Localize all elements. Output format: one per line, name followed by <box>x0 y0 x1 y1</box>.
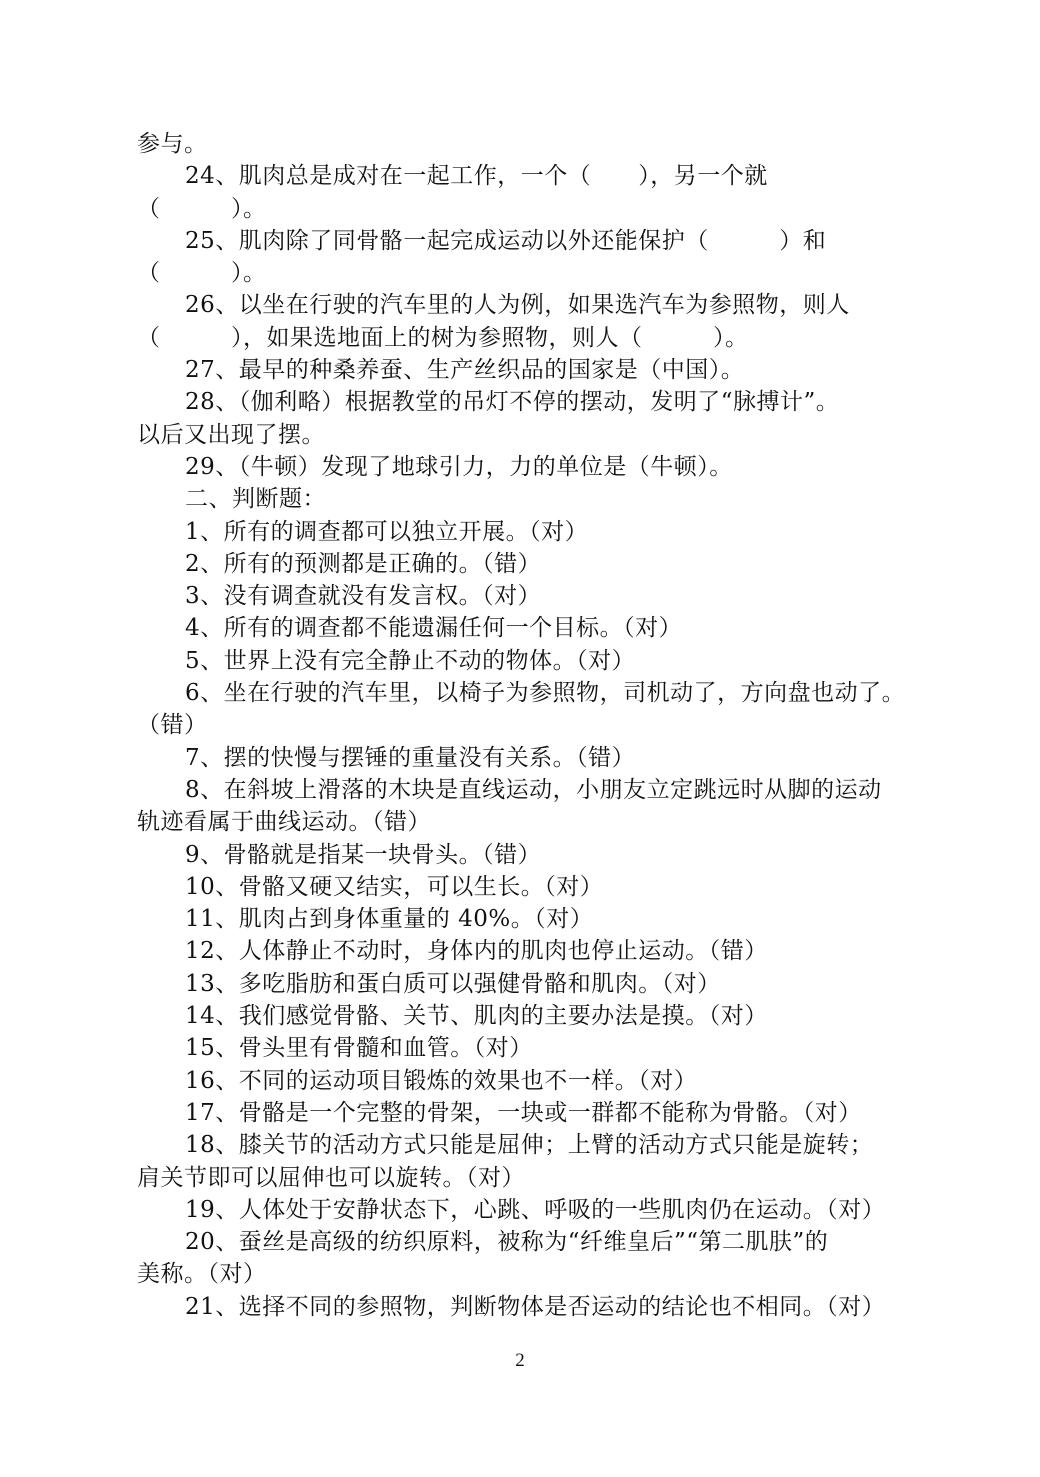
text-line: 26、以坐在行驶的汽车里的人为例，如果选汽车为参照物，则人 <box>185 292 850 319</box>
text-line: 11、肌肉占到身体重量的 40%。（对） <box>185 906 594 933</box>
text-line: 4、所有的调查都不能遗漏任何一个目标。（对） <box>185 615 683 642</box>
text-line: 27、最早的种桑养蚕、生产丝织品的国家是（中国）。 <box>185 357 745 384</box>
text-line: 轨迹看属于曲线运动。（错） <box>137 809 431 836</box>
text-line: 2、所有的预测都是正确的。（错） <box>185 550 542 577</box>
text-line: 8、在斜坡上滑落的木块是直线运动，小朋友立定跳远时从脚的运动 <box>185 776 882 803</box>
text-line: 9、骨骼就是指某一块骨头。（错） <box>185 841 542 868</box>
text-line: 3、没有调查就没有发言权。（对） <box>185 583 542 610</box>
text-line: 肩关节即可以屈伸也可以旋转。（对） <box>137 1164 525 1191</box>
page-number: 2 <box>515 1350 525 1371</box>
text-line: 25、肌肉除了同骨骼一起完成运动以外还能保护（ ）和 <box>185 227 827 254</box>
text-line: 10、骨骼又硬又结实，可以生长。（对） <box>185 873 604 900</box>
text-line: 21、选择不同的参照物，判断物体是否运动的结论也不相同。（对） <box>185 1293 886 1320</box>
text-line: 二、判断题： <box>185 486 326 513</box>
text-line: 5、世界上没有完全静止不动的物体。（对） <box>185 647 636 674</box>
text-line: （ ）。 <box>137 195 267 222</box>
text-line: 13、多吃脂肪和蛋白质可以强健骨骼和肌肉。（对） <box>185 970 721 997</box>
text-line: 29、（牛顿）发现了地球引力，力的单位是（牛顿）。 <box>185 453 733 480</box>
text-line: （ ）。 <box>137 260 267 287</box>
text-line: 美称。（对） <box>137 1261 267 1288</box>
text-line: 18、膝关节的活动方式只能是屈伸；上臂的活动方式只能是旋转； <box>185 1132 874 1159</box>
text-line: 参与。 <box>137 131 208 157</box>
page-body <box>137 128 927 1323</box>
text-line: 以后又出现了摆。 <box>137 421 325 448</box>
text-line: 20、蚕丝是高级的纺织原料，被称为“纤维皇后”“第二肌肤”的 <box>185 1229 829 1256</box>
text-line: 7、摆的快慢与摆锤的重量没有关系。（错） <box>185 744 636 771</box>
text-line: 14、我们感觉骨骼、关节、肌肉的主要办法是摸。（对） <box>185 1003 768 1030</box>
text-line: 6、坐在行驶的汽车里，以椅子为参照物，司机动了，方向盘也动了。 <box>185 680 906 707</box>
text-line: 17、骨骼是一个完整的骨架，一块或一群都不能称为骨骼。（对） <box>185 1099 862 1126</box>
text-line: 15、骨头里有骨髓和血管。（对） <box>185 1035 533 1062</box>
text-line: 28、（伽利略）根据教堂的吊灯不停的摆动，发明了“脉搏计”。 <box>185 389 840 416</box>
text-line: 19、人体处于安静状态下，心跳、呼吸的一些肌肉仍在运动。（对） <box>185 1196 886 1223</box>
text-line: 1、所有的调查都可以独立开展。（对） <box>185 518 589 545</box>
text-line: 24、肌肉总是成对在一起工作，一个（ ），另一个就 <box>185 163 768 190</box>
text-line: （错） <box>137 712 208 739</box>
text-line: （ ），如果选地面上的树为参照物，则人（ ）。 <box>137 324 749 351</box>
text-line: 16、不同的运动项目锻炼的效果也不一样。（对） <box>185 1067 698 1094</box>
text-line: 12、人体静止不动时，身体内的肌肉也停止运动。（错） <box>185 938 768 965</box>
